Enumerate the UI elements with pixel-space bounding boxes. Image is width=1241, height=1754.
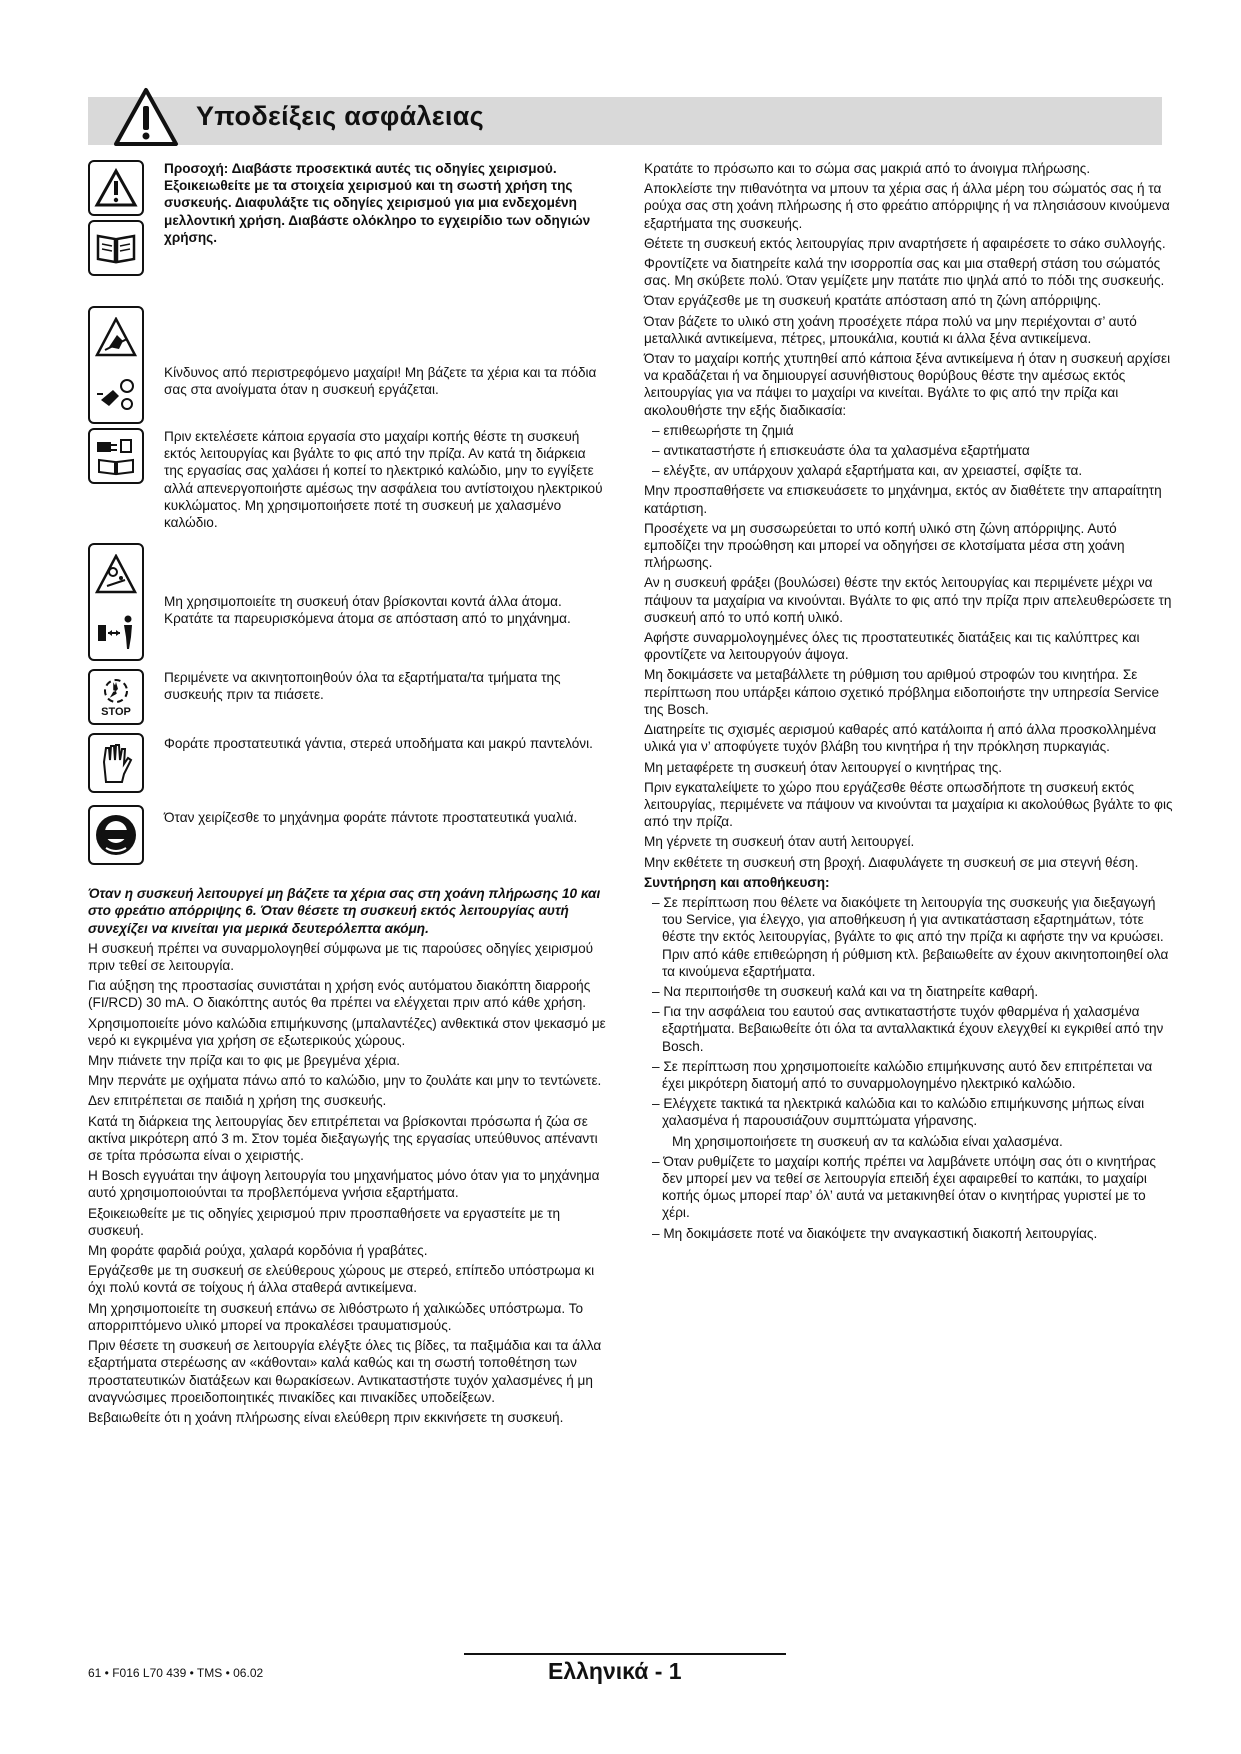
left-paragraph: Η Bosch εγγυάται την άψογη λειτουργία του μηχανήματος μόνο όταν για το μηχάνημα αυτό χρησιμοποιούνται τα προβλεπόμενα γνήσια εξαρτήματα. [88,1168,600,1201]
goggles-row [88,805,608,869]
unplug-icons [88,428,150,488]
page-title: Υποδείξεις ασφάλειας [196,101,484,131]
footer-page-label: Ελληνικά - 1 [548,1658,682,1684]
right-paragraph: Αν η συσκευή φράξει (βουλώσει) θέστε την εκτός λειτουργίας και περιμένετε μέχρι να πάψουν τα μαχαίρια να κινούνται. Βγάλτε το φις από την πρίζα πριν απελευθερώσετε τη συσκευή από το υπό κοπή υλικό. [644,575,1172,625]
gloves-text: Φοράτε προστατευτικά γάντια, στερεά υποδήματα και μακρύ παντελόνι. [164,736,593,752]
flying-debris-icon [95,374,137,414]
warning-bold-text: Όταν η συσκευή λειτουργεί μη βάζετε τα χέρια σας στη χοάνη πλήρωσης 10 και στο φρεάτιο απόρριψης 6. Όταν θέσετε τη συσκευή εκτός λειτουργίας αυτή συνεχίζει να κινείται για μερικά δευτερόλεπτα ακόμη. [88,886,601,936]
right-paragraph: Προσέχετε να μη συσσωρεύεται το υπό κοπή υλικό στη ζώνη απόρριψης. Αυτό εμποδίζει την προώθηση και μπορεί να οδηγήσει σε κλοτσίματα μέσα στη χοάνη πλήρωσης. [644,520,1125,571]
unplug-row [88,428,608,531]
persons-text: Μη χρησιμοποιείτε τη συσκευή όταν βρίσκονται κοντά άλλα άτομα. Κρατάτε τα παρευρισκόμενα άτομα σε απόσταση από το μηχάνημα. [164,594,571,627]
left-column [88,160,608,1429]
left-paragraph: Μην περνάτε με οχήματα πάνω από το καλώδιο, μην το ζουλάτε και μην το τεντώνετε. [88,1073,602,1089]
left-paragraph: Η συσκευή πρέπει να συναρμολογηθεί σύμφωνα με τις παρούσες οδηγίες χειρισμού πριν τεθεί σε λειτουργία. [88,940,594,974]
left-paragraph: Πριν θέσετε τη συσκευή σε λειτουργία ελέγξτε όλες τις βίδες, τα παξιμάδια και τα άλλα εξαρτήματα στερέωσης αν «κάθονται» καλά καθώς και τη σωστή τοποθέτηση των προστατευτικών διατάξεων και θωρακίσεων. Αντικαταστήστε τυχόν χαλασμένες ή μη αναγνώσιμες προειδοποιητικές πινακίδες και πινακίδες υποδείξεων. [88,1338,602,1405]
gloves-icon [88,733,144,793]
manual-book-icon [88,220,144,276]
right-paragraph: Μη μεταφέρετε τη συσκευή όταν λειτουργεί ο κινητήρας της. [644,759,1003,775]
procedure-step: – ελέγξτε, αν υπάρχουν χαλαρά εξαρτήματα και, αν χρειαστεί, σφίξτε τα. [652,463,1083,479]
warning-triangle-icon [88,160,144,216]
left-paragraphs [88,940,608,1426]
right-paragraph: Μην προσπαθήσετε να επισκευάσετε το μηχάνημα, εκτός αν διαθέτετε την απαραίτητη κατάρτιση. [644,483,1162,516]
right-paragraph: Μη γέρνετε τη συσκευή όταν αυτή λειτουργεί. [644,834,915,850]
keep-distance-icon [88,543,144,661]
maintenance-item: – Να περιποιήσθε τη συσκευή καλά και να τη διατηρείτε καθαρή. [652,983,1039,999]
maintenance-item: – Σε περίπτωση που θέλετε να διακόψετε τη λειτουργία της συσκευής για διεξαγωγή του Service, για έλεγχο, για αποθήκευση ή για αντικατάσταση εξαρτημάτων, τότε θέστε την εκτός λειτουργίας, βγάλτε το φις από την πρίζα κι αφήστε την να κρυώσει. Πριν από κάθε επιθεώρηση ή ρύθμιση κτλ. βεβαιωθείτε αν έχουν ακινητοποιηθεί ολα τα κινούμενα εξαρτήματα. [652,894,1169,979]
right-paragraph: Φροντίζετε να διατηρείτε καλά την ισορροπία σας και μια σταθερή στάση του σώματός σας. Μη σκύβετε πολύ. Όταν γεμίζετε μην πατάτε πιο ψηλά από το πόδι της συσκευής. [644,256,1165,289]
left-paragraph: Κατά τη διάρκεια της λειτουργίας δεν επιτρέπεται να βρίσκονται πρόσωπα ή ζώα σε ακτίνα μικρότερη από 3 m. Στον τομέα διεξαγωγής της εργασίας υπεύθυνος απέναντι σε τρίτα πρόσωπα είναι ο χειριστής. [88,1113,598,1164]
blade-hazard-row [88,306,608,424]
maintenance-item: – Για την ασφάλεια του εαυτού σας αντικαταστήστε τυχόν φθαρμένα ή χαλασμένα εξαρτήματα. Βεβαιωθείτε ότι όλα τα ανταλλακτικά έχουν ελεγχθεί κι εγκριθεί από την Bosch. [652,1004,1164,1054]
left-paragraph: Δεν επιτρέπεται σε παιδιά η χρήση της συσκευής. [88,1093,387,1109]
left-paragraph: Εργάζεσθε με τη συσκευή σε ελεύθερους χώρους με στερεό, επίπεδο υπόστρωμα κι όχι πολύ κοντά σε τοίχους ή άλλα σταθερά αντικείμενα. [88,1263,595,1296]
intro-icons [88,160,150,280]
blade-icons [88,306,150,428]
right-paragraph: Αφήστε συναρμολογημένες όλες τις προστατευτικές διατάξεις και τις καλύπτρες και φροντίζετε να λειτουργούν άψογα. [644,630,1140,663]
blade-hazard-text: Κίνδυνος από περιστρεφόμενο μαχαίρι! Μη βάζετε τα χέρια και τα πόδια σας στα ανοίγματα όταν η συσκευή εργάζεται. [164,365,597,398]
left-paragraph: Μη φοράτε φαρδιά ρούχα, χαλαρά κορδόνια ή γραβάτες. [88,1243,428,1259]
right-paragraphs-b [644,482,1174,870]
procedure-step: – επιθεωρήστε τη ζημιά [652,422,794,438]
intro-row [88,160,608,290]
gloves-icons [88,733,150,797]
rotating-blade-icon [88,306,144,424]
right-column [644,160,1174,1245]
left-paragraph: Χρησιμοποιείτε μόνο καλώδια επιμήκυνσης (μπαλαντέζες) ανθεκτικά στον ψεκασμό με νερό κι εγκριμένα για χρήση σε εξωτερικούς χώρους. [88,1015,606,1048]
left-paragraph: Μη χρησιμοποιείτε τη συσκευή επάνω σε λιθόστρωτο ή χαλικώδες υπόστρωμα. Το απορριπτόμενο υλικό μπορεί να προκαλέσει τραυματισμούς. [88,1300,584,1333]
footer-code: 61 • F016 L70 439 • TMS • 06.02 [88,1666,264,1680]
right-paragraph: Αποκλείστε την πιθανότητα να μπουν τα χέρια σας ή άλλα μέρη του σώματός σας ή τα ρούχα σας στη χοάνη πλήρωσης ή στο φρεάτιο απόρριψης ή να πλησιάσουν κινούμενα εξαρτήματα της συσκευής. [644,181,1170,231]
maintenance-item: Μη χρησιμοποιήσετε τη συσκευή αν τα καλώδια είναι χαλασμένα. [672,1133,1063,1149]
right-paragraph: Μην εκθέτετε τη συσκευή στη βροχή. Διαφυλάγετε τη συσκευή σε μια στεγνή θέση. [644,854,1139,870]
maintenance-item: – Μη δοκιμάσετε ποτέ να διακόψετε την αναγκαστική διακοπή λειτουργίας. [652,1225,1098,1241]
stop-label: STOP [101,706,131,719]
right-paragraph: Μη δοκιμάσετε να μεταβάλλετε τη ρύθμιση του αριθμού στροφών του κινητήρα. Σε περίπτωση που υπάρξει κάποιο σχετικό πρόβλημα ειδοποιήστε την υπηρεσία Service της Bosch. [644,667,1160,717]
procedure-steps [644,422,1174,480]
left-paragraph: Μην πιάνετε την πρίζα και το φις με βρεγμένα χέρια. [88,1053,401,1069]
right-paragraph: Κρατάτε το πρόσωπο και το σώμα σας μακριά από το άνοιγμα πλήρωσης. [644,161,1091,176]
goggles-text: Όταν χειρίζεσθε το μηχάνημα φοράτε πάντοτε προστατευτικά γυαλιά. [164,810,578,826]
right-paragraph: Πριν εγκαταλείψετε το χώρο που εργάζεσθε θέστε οπωσδήποτε τη συσκευή εκτός λειτουργίας, περιμένετε να πάψουν να κινούνται τα μαχαίρια κι ακολούθως βγάλτε το φις από την πρίζα. [644,779,1173,830]
maintenance-title: Συντήρηση και αποθήκευση: [644,874,830,890]
gloves-row [88,733,608,797]
persons-icons [88,543,150,665]
right-paragraph: Διατηρείτε τις σχισμές αερισμού καθαρές από κατάλοιπα ή από άλλα προσκολλημένα υλικά για ν’ αποφύγετε τυχόν βλάβη του κινητήρα ή την πρόκληση πυρκαγιάς. [644,722,1157,755]
maintenance-item: – Ελέγχετε τακτικά τα ηλεκτρικά καλώδια και το καλώδιο επιμήκυνσης μήπως είναι χαλασμένα ή παρουσιάζουν συμπτώματα γήρανσης. [652,1096,1145,1129]
maintenance-list [644,894,1174,1242]
left-paragraph: Εξοικειωθείτε με τις οδηγίες χειρισμού πριν προσπαθήσετε να εργαστείτε με τη συσκευή. [88,1205,561,1238]
left-paragraph: Βεβαιωθείτε ότι η χοάνη πλήρωσης είναι ελεύθερη πριν εκκινήσετε τη συσκευή. [88,1409,564,1425]
right-paragraph: Όταν το μαχαίρι κοπής χτυπηθεί από κάποια ξένα αντικείμενα ή όταν η συσκευή αρχίσει να κραδάζεται ή να δημιουργεί ασυνήθιστους θορύβους θέστε την αμέσως εκτός λειτουργίας για να πάψει το μαχαίρι να κινείται. Βγάλτε το φις από την πρίζα και ακολουθήστε την εξής διαδικασία: [644,351,1171,418]
maintenance-item: – Όταν ρυθμίζετε το μαχαίρι κοπής πρέπει να λαμβάνετε υπόψη σας ότι ο κινητήρας δεν μπορεί μεν να τεθεί σε λειτουργία επειδή έχει αφαιρεθεί το καπάκι, το μαχαίρι κοπής όμως μπορεί παρ’ όλ’ αυτά να μετακινηθεί όταν ο κινητήρας γυριστεί με το χέρι. [652,1153,1156,1221]
footer-rule [464,1653,786,1655]
stop-icons [88,669,150,729]
maintenance-item: – Σε περίπτωση που χρησιμοποιείτε καλώδιο επιμήκυνσης αυτό δεν επιτρέπεται να έχει μικρότερη διατομή από το συναρμολογημένο ηλεκτρικό καλώδιο. [652,1058,1153,1091]
goggles-icons [88,805,150,869]
stop-text: Περιμένετε να ακινητοποιηθούν όλα τα εξαρτήματα/τα τμήματα της συσκευής πριν τα πιάσετε. [164,670,561,703]
warning-triangle-icon [112,86,180,148]
intro-text: Προσοχή: Διαβάστε προσεκτικά αυτές τις οδηγίες χειρισμού. Εξοικειωθείτε με τα στοιχεία χειρισμού και τη σωστή χρήση της συσκευής. Διαφυλάξτε τις οδηγίες χειρισμού για μια ενδεχομένη μελλοντική χρήση. Διαβάστε ολόκληρο το εγχειρίδιο των οδηγιών χρήσης. [164,161,591,245]
procedure-step: – αντικαταστήστε ή επισκευάστε όλα τα χαλασμένα εξαρτήματα [652,443,1030,459]
right-paragraph: Θέτετε τη συσκευή εκτός λειτουργίας πριν αναρτήσετε ή αφαιρέσετε το σάκο συλλογής. [644,235,1166,251]
right-paragraph: Όταν βάζετε το υλικό στη χοάνη προσέχετε πάρα πολύ να μην περιέχονται σ’ αυτό μεταλλικά αντικείμενα, πέτρες, μπουκάλια, κουτιά κι άλλα ξένα αντικείμενα. [644,313,1137,346]
stop-row [88,669,608,729]
right-paragraphs-a [644,160,1174,419]
left-paragraph: Για αύξηση της προστασίας συνιστάται η χρήση ενός αυτόματου διακόπτη διαρροής (FI/RCD) 30 mA. Ο διακόπτης αυτός θα πρέπει να ελέγχεται πριν από κάθε χρήση. [88,978,591,1011]
hand-blade-hazard-icon [95,317,137,357]
goggles-icon [88,805,144,865]
right-paragraph: Όταν εργάζεσθε με τη συσκευή κρατάτε απόσταση από τη ζώνη απόρριψης. [644,293,1102,309]
persons-row [88,543,608,661]
unplug-icon [88,428,144,484]
unplug-text: Πριν εκτελέσετε κάποια εργασία στο μαχαίρι κοπής θέστε τη συσκευή εκτός λειτουργίας και βγάλτε το φις από την πρίζα. Αν κατά τη διάρκεια της εργασίας σας χαλάσει ή κοπεί το ηλεκτρικό καλώδιο, μην το εγγίξετε αλλά απενεργοποιήστε αμέσως την ασφάλεια του αντίστοιχου ηλεκτρικού κυκλώματος. Μη χρησιμοποιήσετε ποτέ τη συσκευή με χαλασμένο καλώδιο. [164,429,603,531]
stop-icon [88,669,144,725]
